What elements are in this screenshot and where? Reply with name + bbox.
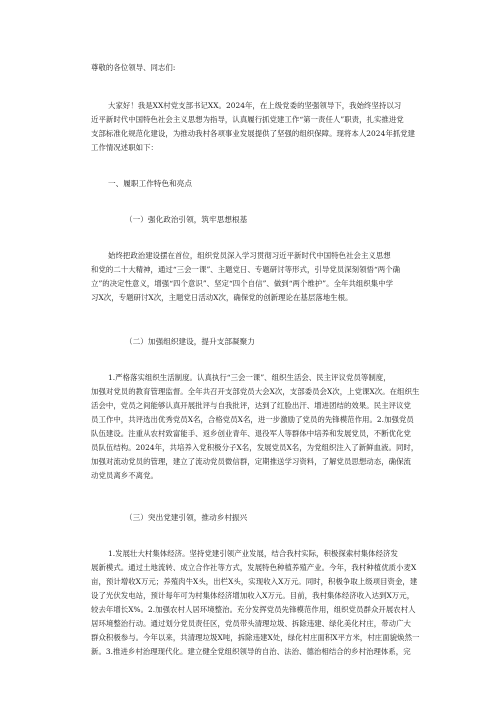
- paragraph-line: 展新模式。通过土地流转、成立合作社等方式，发展特色种植养殖产业。今年，我村种植优质小麦X: [91, 563, 417, 572]
- paragraph-line: 工作情况述职如下：: [91, 143, 158, 152]
- paragraph-line: 动党员离乡不离党。: [91, 471, 158, 480]
- paragraph-line: 员工作中，共评选出优秀党员X名，合格党员X名，进一步激励了党员的先锋模范作用。2.加强党员: [91, 415, 414, 424]
- paragraph-line: 加强对党员的教育管理监督。全年共召开支部党员大会X次，支部委员会X次，上党课X次。在组织生: [91, 387, 420, 396]
- paragraph-line: 亩，预计增收X万元；养殖肉牛X头，出栏X头，实现收入X万元。同时，积极争取上级项目资金，建: [91, 577, 418, 586]
- paragraph-line: 支部标准化规范化建设，为推动我村各项事业发展提供了坚强的组织保障。现将本人2024年抓党建: [91, 129, 416, 138]
- subsection-heading: （三）突出党建引领，推动乡村振兴: [125, 513, 248, 522]
- greeting-line: 尊敬的各位领导、同志们:: [91, 63, 176, 72]
- paragraph-line: 居环境整治行动。通过划分党员责任区，党员带头清理垃圾、拆除违建、绿化美化村庄，带动广大: [91, 619, 411, 628]
- paragraph-line: 新。3.推进乡村治理现代化。建立健全党组织领导的自治、法治、德治相结合的乡村治理体系，完: [91, 647, 411, 656]
- paragraph-line: 大家好！我是XX村党支部书记XX。2024年，在上级党委的坚强领导下，我始终坚持以习: [108, 101, 402, 110]
- paragraph-line: 员队伍结构。2024年，共培养入党积极分子X名，发展党员X名，为党组织注入了新鲜血液。同时，: [91, 443, 419, 452]
- paragraph-line: 始终把政治建设摆在首位，组织党员深入学习贯彻习近平新时代中国特色社会主义思想: [108, 251, 391, 260]
- paragraph-line: 加强对流动党员的管理，建立了流动党员微信群，定期推送学习资料，了解党员思想动态，确保流: [91, 457, 411, 466]
- paragraph-line: 队伍建设。注重从农村致富能手、返乡创业青年、退役军人等群体中培养和发展党员，不断优化党: [91, 429, 411, 438]
- paragraph-line: 1.严格落实组织生活制度。认真执行“三会一课”、组织生活会、民主评议党员等制度，: [108, 373, 391, 382]
- subsection-heading: （二）加强组织建设，提升支部凝聚力: [125, 337, 255, 346]
- paragraph-line: 和党的二十大精神，通过“三会一课”、主题党日、专题研讨等形式，引导党员深刻领悟“两个确: [91, 265, 401, 274]
- paragraph-line: 立”的决定性意义，增强“四个意识”、坚定“四个自信”、做到“两个维护”。全年共组织集中学: [91, 279, 394, 288]
- subsection-heading: （一）强化政治引领，筑牢思想根基: [125, 215, 248, 224]
- paragraph-line: 近平新时代中国特色社会主义思想为指导，认真履行抓党建工作“第一责任人”职责，扎实推进党: [91, 115, 404, 124]
- paragraph-line: 活会中，党员之间能够认真开展批评与自我批评，达到了红脸出汗、增进团结的效果。民主评议党: [91, 401, 411, 410]
- paragraph-line: 群众积极参与。今年以来，共清理垃圾X吨，拆除违建X处，绿化村庄面积X平方米，村庄面貌焕然一: [91, 633, 420, 642]
- paragraph-line: 较去年增长X%。2.加强农村人居环境整治。充分发挥党员先锋模范作用，组织党员群众开展农村人: [91, 605, 416, 614]
- paragraph-line: 设了光伏发电站，预计每年可为村集体经济增加收入X万元。目前，我村集体经济收入达到X万元，: [91, 591, 415, 600]
- paragraph-line: 1.发展壮大村集体经济。坚持党建引领产业发展，结合我村实际，积极探索村集体经济发: [108, 549, 398, 558]
- section-heading: 一、履职工作特色和亮点: [108, 179, 193, 188]
- paragraph-line: 习X次，专题研讨X次，主题党日活动X次，确保党的创新理论在基层落地生根。: [91, 293, 353, 302]
